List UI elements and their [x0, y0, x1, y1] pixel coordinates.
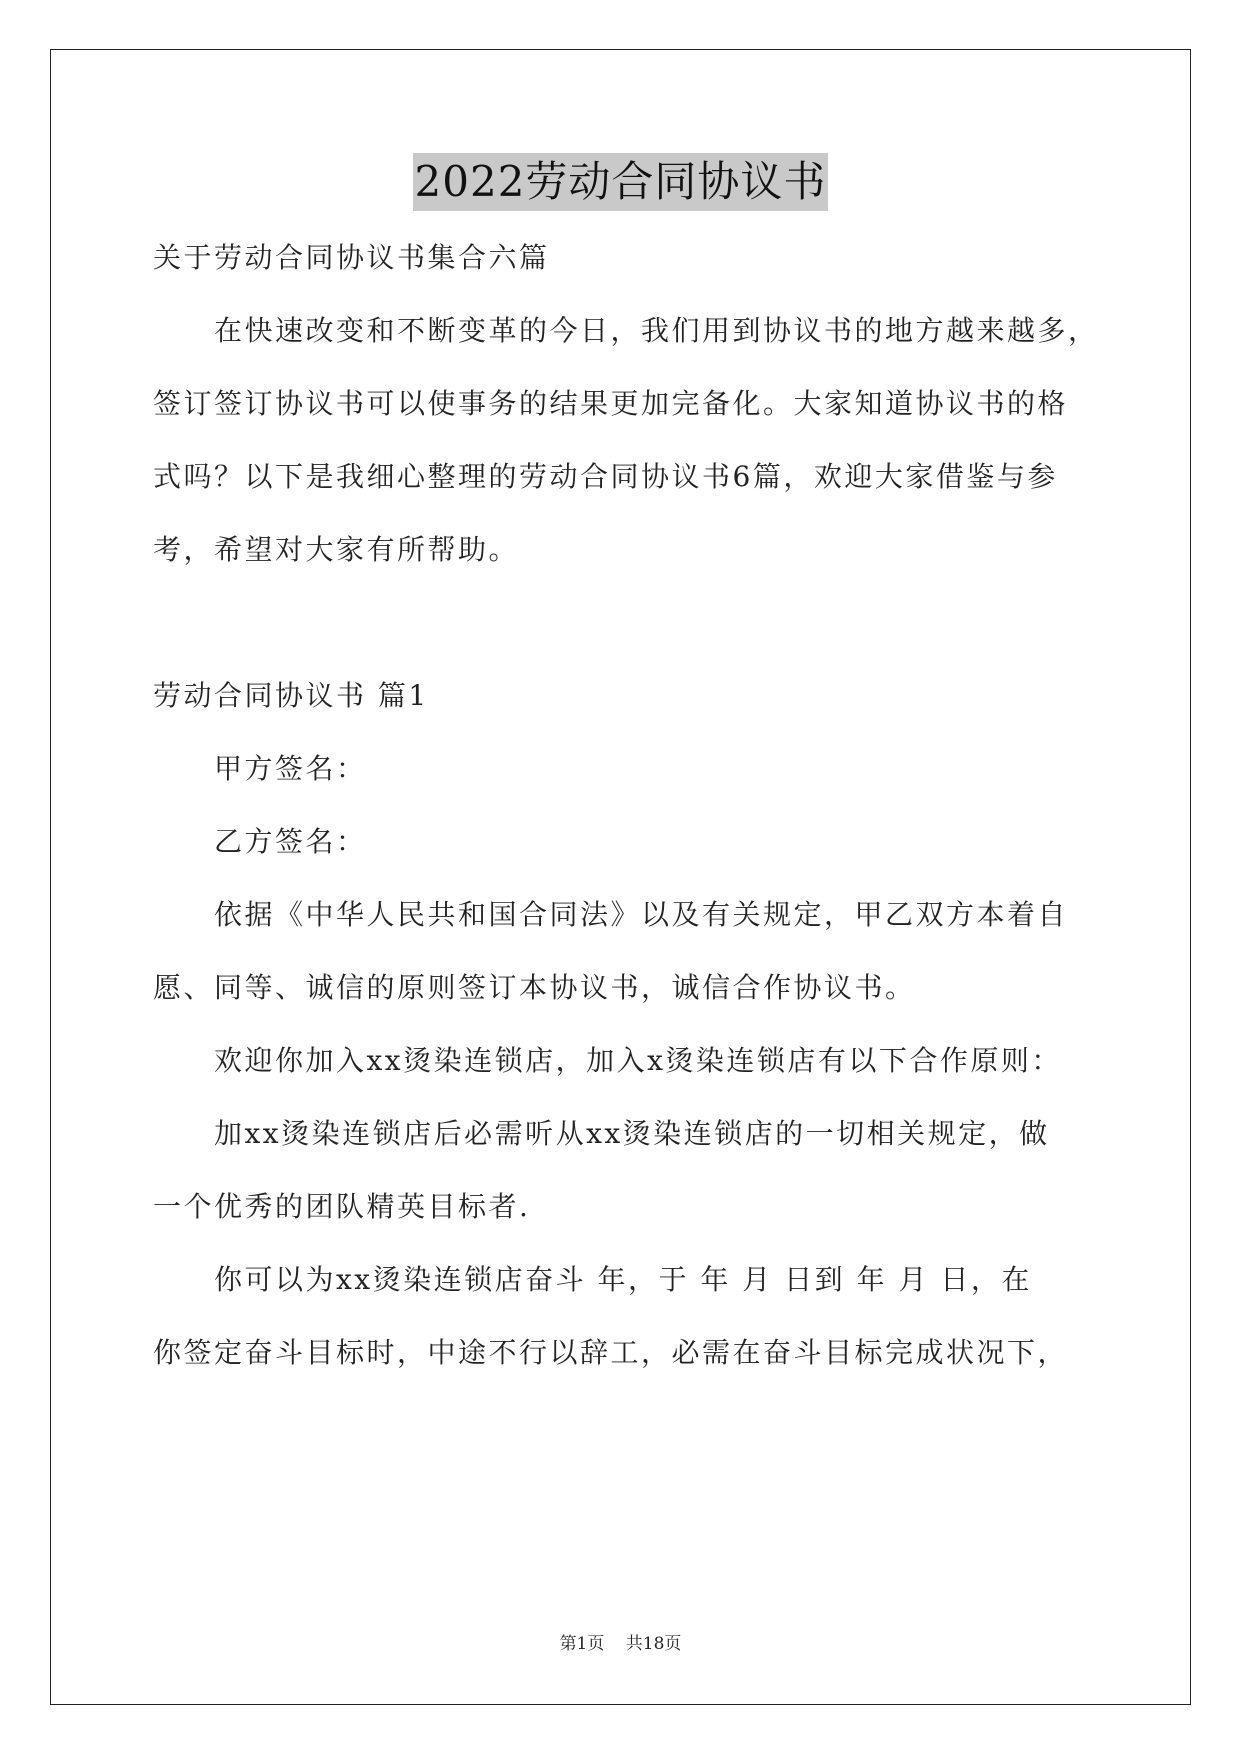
paragraph-line: 你签定奋斗目标时，中途不行以辞工，必需在奋斗目标完成状况下， [153, 1336, 1069, 1369]
paragraph-line: 签订签订协议书可以使事务的结果更加完备化。大家知道协议书的格 [153, 387, 1069, 420]
paragraph-line: 考，希望对大家有所帮助。 [153, 533, 520, 566]
section-heading: 劳动合同协议书 篇1 [153, 679, 429, 712]
document-title: 2022劳动合同协议书 [413, 153, 829, 211]
page-footer [0, 1632, 1241, 1656]
paragraph-line: 乙方签名： [214, 825, 367, 858]
document-subtitle: 关于劳动合同协议书集合六篇 [153, 241, 550, 274]
paragraph-line: 你可以为xx烫染连锁店奋斗 年，于 年 月 日到 年 月 日，在 [214, 1263, 1032, 1296]
paragraph-line: 依据《中华人民共和国合同法》以及有关规定，甲乙双方本着自 [214, 898, 1069, 931]
paragraph-line: 式吗？以下是我细心整理的劳动合同协议书6篇，欢迎大家借鉴与参 [153, 460, 1058, 493]
paragraph-line: 甲方签名： [214, 752, 367, 785]
page-border [50, 49, 1191, 1705]
page-total: 共18页 [625, 1634, 682, 1654]
paragraph-line: 一个优秀的团队精英目标者. [153, 1190, 531, 1223]
paragraph-line: 愿、同等、诚信的原则签订本协议书，诚信合作协议书。 [153, 971, 916, 1004]
paragraph-line: 加xx烫染连锁店后必需听从xx烫染连锁店的一切相关规定，做 [214, 1117, 1050, 1150]
title-container [0, 153, 1241, 211]
paragraph-line: 在快速改变和不断变革的今日，我们用到协议书的地方越来越多， [214, 314, 1099, 347]
paragraph-line: 欢迎你加入xx烫染连锁店，加入x烫染连锁店有以下合作原则： [214, 1044, 1062, 1077]
page-number: 第1页 [559, 1634, 605, 1654]
